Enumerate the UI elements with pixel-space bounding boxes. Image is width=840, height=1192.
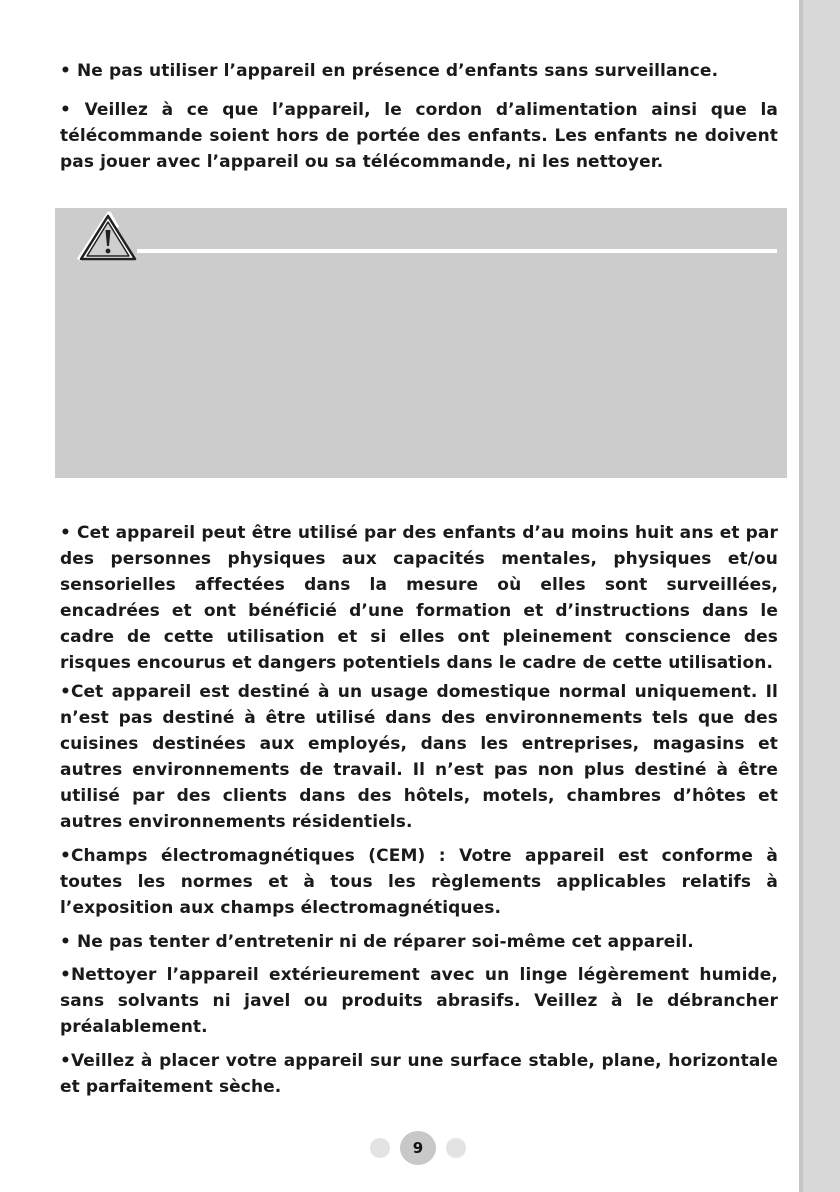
paragraph-placement: •Veillez à placer votre appareil sur une surface stable, plane, horizontale et parfaitement sèche.: [60, 1051, 778, 1097]
page-dot-left: [370, 1138, 390, 1158]
warning-divider: [137, 249, 777, 253]
page-number-indicator: [370, 1131, 470, 1165]
paragraph-no-repair: • Ne pas tenter d’entretenir ni de réparer soi-même cet appareil.: [60, 932, 694, 952]
paragraph-reach-of-children: • Veillez à ce que l’appareil, le cordon d’alimentation ainsi que la télécommande soient hors de portée des enfants. Les enfants ne doivent pas jouer avec l’appareil ou sa télécommande, ni les nettoyer.: [60, 100, 778, 172]
paragraph-domestic-use: •Cet appareil est destiné à un usage domestique normal uniquement. Il n’est pas destiné à être utilisé dans des environnements tels que des cuisines destinées aux employés, dans les entreprises, magasins et autres environnements de travail. Il n’est pas non plus destiné à être utilisé par des clients dans des hôtels, motels, chambres d’hôtes et autres environnements résidentiels.: [60, 682, 778, 832]
page-dot-right: [446, 1138, 466, 1158]
paragraph-cleaning: •Nettoyer l’appareil extérieurement avec un linge légèrement humide, sans solvants ni javel ou produits abrasifs. Veillez à le débrancher préalablement.: [60, 965, 778, 1037]
paragraph-supervision: • Ne pas utiliser l’appareil en présence d’enfants sans surveillance.: [60, 61, 719, 81]
page-number: 9: [400, 1131, 436, 1165]
warning-triangle-icon: [73, 208, 139, 264]
paragraph-emf: •Champs électromagnétiques (CEM) : Votre appareil est conforme à toutes les normes et à tous les règlements applicables relatifs à l’exposition aux champs électromagnétiques.: [60, 846, 778, 918]
page-edge-strip: [799, 0, 840, 1192]
warning-box: [55, 208, 787, 478]
paragraph-children-eight-years: • Cet appareil peut être utilisé par des enfants d’au moins huit ans et par des personnes physiques aux capacités mentales, physiques et/ou sensorielles affectées dans la mesure où elles sont surveillées, encadrées et ont bénéficié d’une formation et d’instructions dans le cadre de cette utilisation et si elles ont pleinement conscience des risques encourus et dangers potentiels dans le cadre de cette utilisation.: [60, 523, 778, 673]
